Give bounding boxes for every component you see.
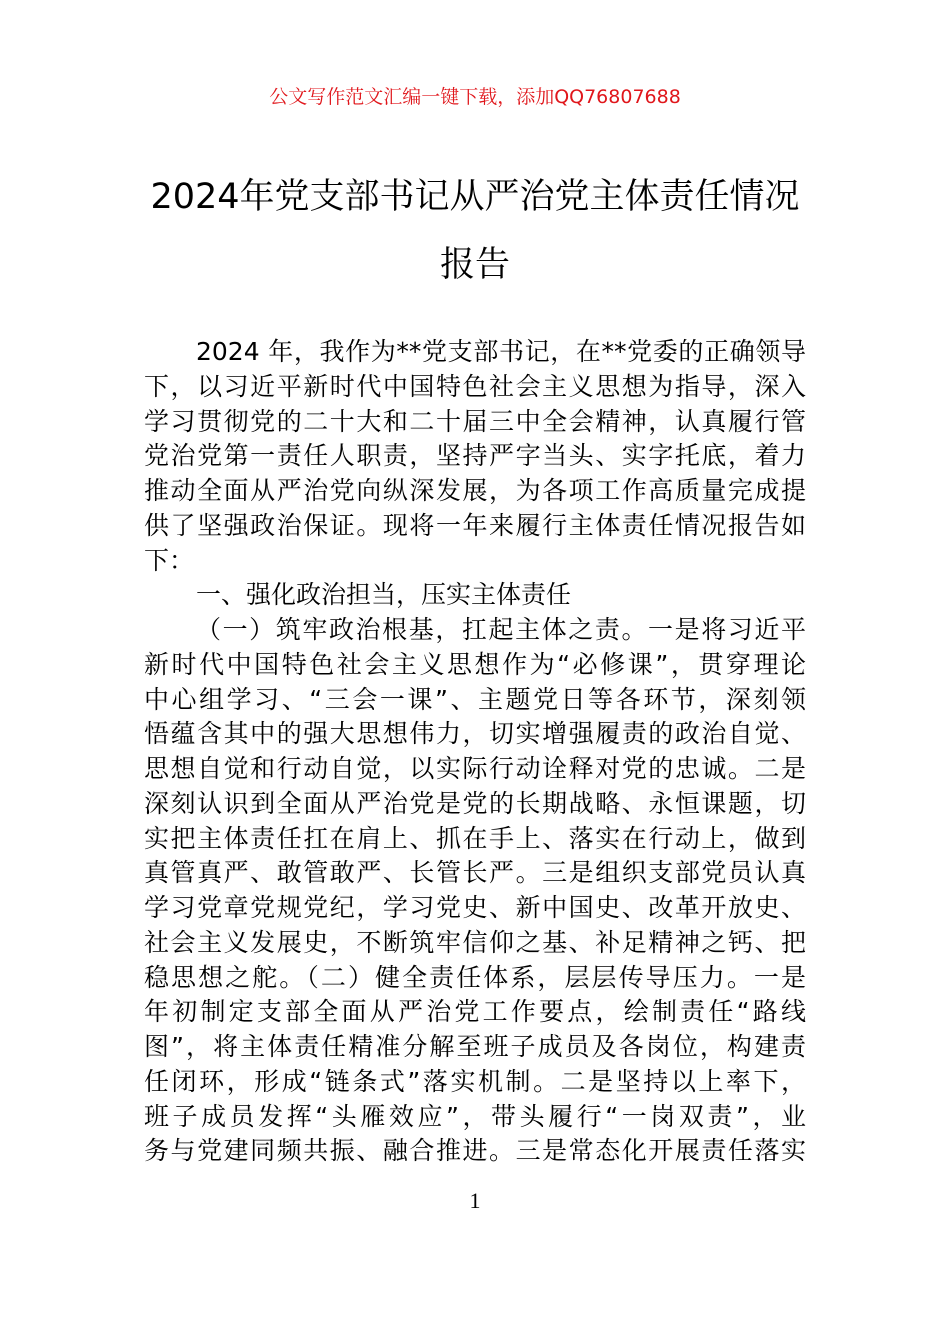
body-line: 班子成员发挥“头雁效应”，带头履行“一岗双责”，业: [144, 1101, 806, 1131]
body-line: 悟蕴含其中的强大思想伟力，切实增强履责的政治自觉、: [144, 719, 806, 749]
body-line: 下，以习近平新时代中国特色社会主义思想为指导，深入: [144, 371, 806, 401]
body-line: 下：: [144, 545, 195, 575]
page-number: 1: [469, 1188, 481, 1213]
section-heading: 一、强化政治担当，压实主体责任: [196, 580, 572, 610]
document-title-line-2: 报告: [439, 245, 510, 285]
body-line: 图”，将主体责任精准分解至班子成员及各岗位，构建责: [144, 1032, 806, 1061]
body-line: 真管真严、敢管敢严、长管长严。三是组织支部党员认真: [144, 858, 806, 888]
document-title-line-1: 2024年党支部书记从严治党主体责任情况: [150, 177, 800, 217]
body-line: 深刻认识到全面从严治党是党的长期战略、永恒课题，切: [144, 788, 806, 818]
body-line: （一）筑牢政治根基，扛起主体之责。一是将习近平: [196, 615, 806, 644]
body-line: 稳思想之舵。（二）健全责任体系，层层传导压力。一是: [144, 962, 806, 992]
body-line: 2024 年，我作为**党支部书记，在**党委的正确领导: [196, 337, 806, 366]
promo-header: 公文写作范文汇编一键下载，添加QQ76807688: [269, 86, 681, 108]
body-line: 供了坚强政治保证。现将一年来履行主体责任情况报告如: [144, 510, 806, 540]
document-body: [144, 335, 806, 1169]
body-line: 中心组学习、“三会一课”、主题党日等各环节，深刻领: [144, 684, 806, 714]
body-line: 学习党章党规党纪，学习党史、新中国史、改革开放史、: [144, 893, 806, 922]
body-line: 新时代中国特色社会主义思想作为“必修课”，贯穿理论: [144, 649, 806, 679]
body-line: 推动全面从严治党向纵深发展，为各项工作高质量完成提: [144, 476, 806, 505]
body-line: 任闭环，形成“链条式”落实机制。二是坚持以上率下，: [144, 1066, 806, 1096]
body-line: 党治党第一责任人职责，坚持严字当头、实字托底，着力: [144, 441, 806, 471]
body-line: 思想自觉和行动自觉，以实际行动诠释对党的忠诚。二是: [144, 754, 806, 783]
body-line: 学习贯彻党的二十大和二十届三中全会精神，认真履行管: [144, 406, 806, 436]
body-line: 实把主体责任扛在肩上、抓在手上、落实在行动上，做到: [144, 823, 806, 853]
body-line: 社会主义发展史，不断筑牢信仰之基、补足精神之钙、把: [144, 927, 806, 957]
body-line: 年初制定支部全面从严治党工作要点，绘制责任“路线: [144, 997, 806, 1027]
body-line: 务与党建同频共振、融合推进。三是常态化开展责任落实: [144, 1136, 806, 1166]
